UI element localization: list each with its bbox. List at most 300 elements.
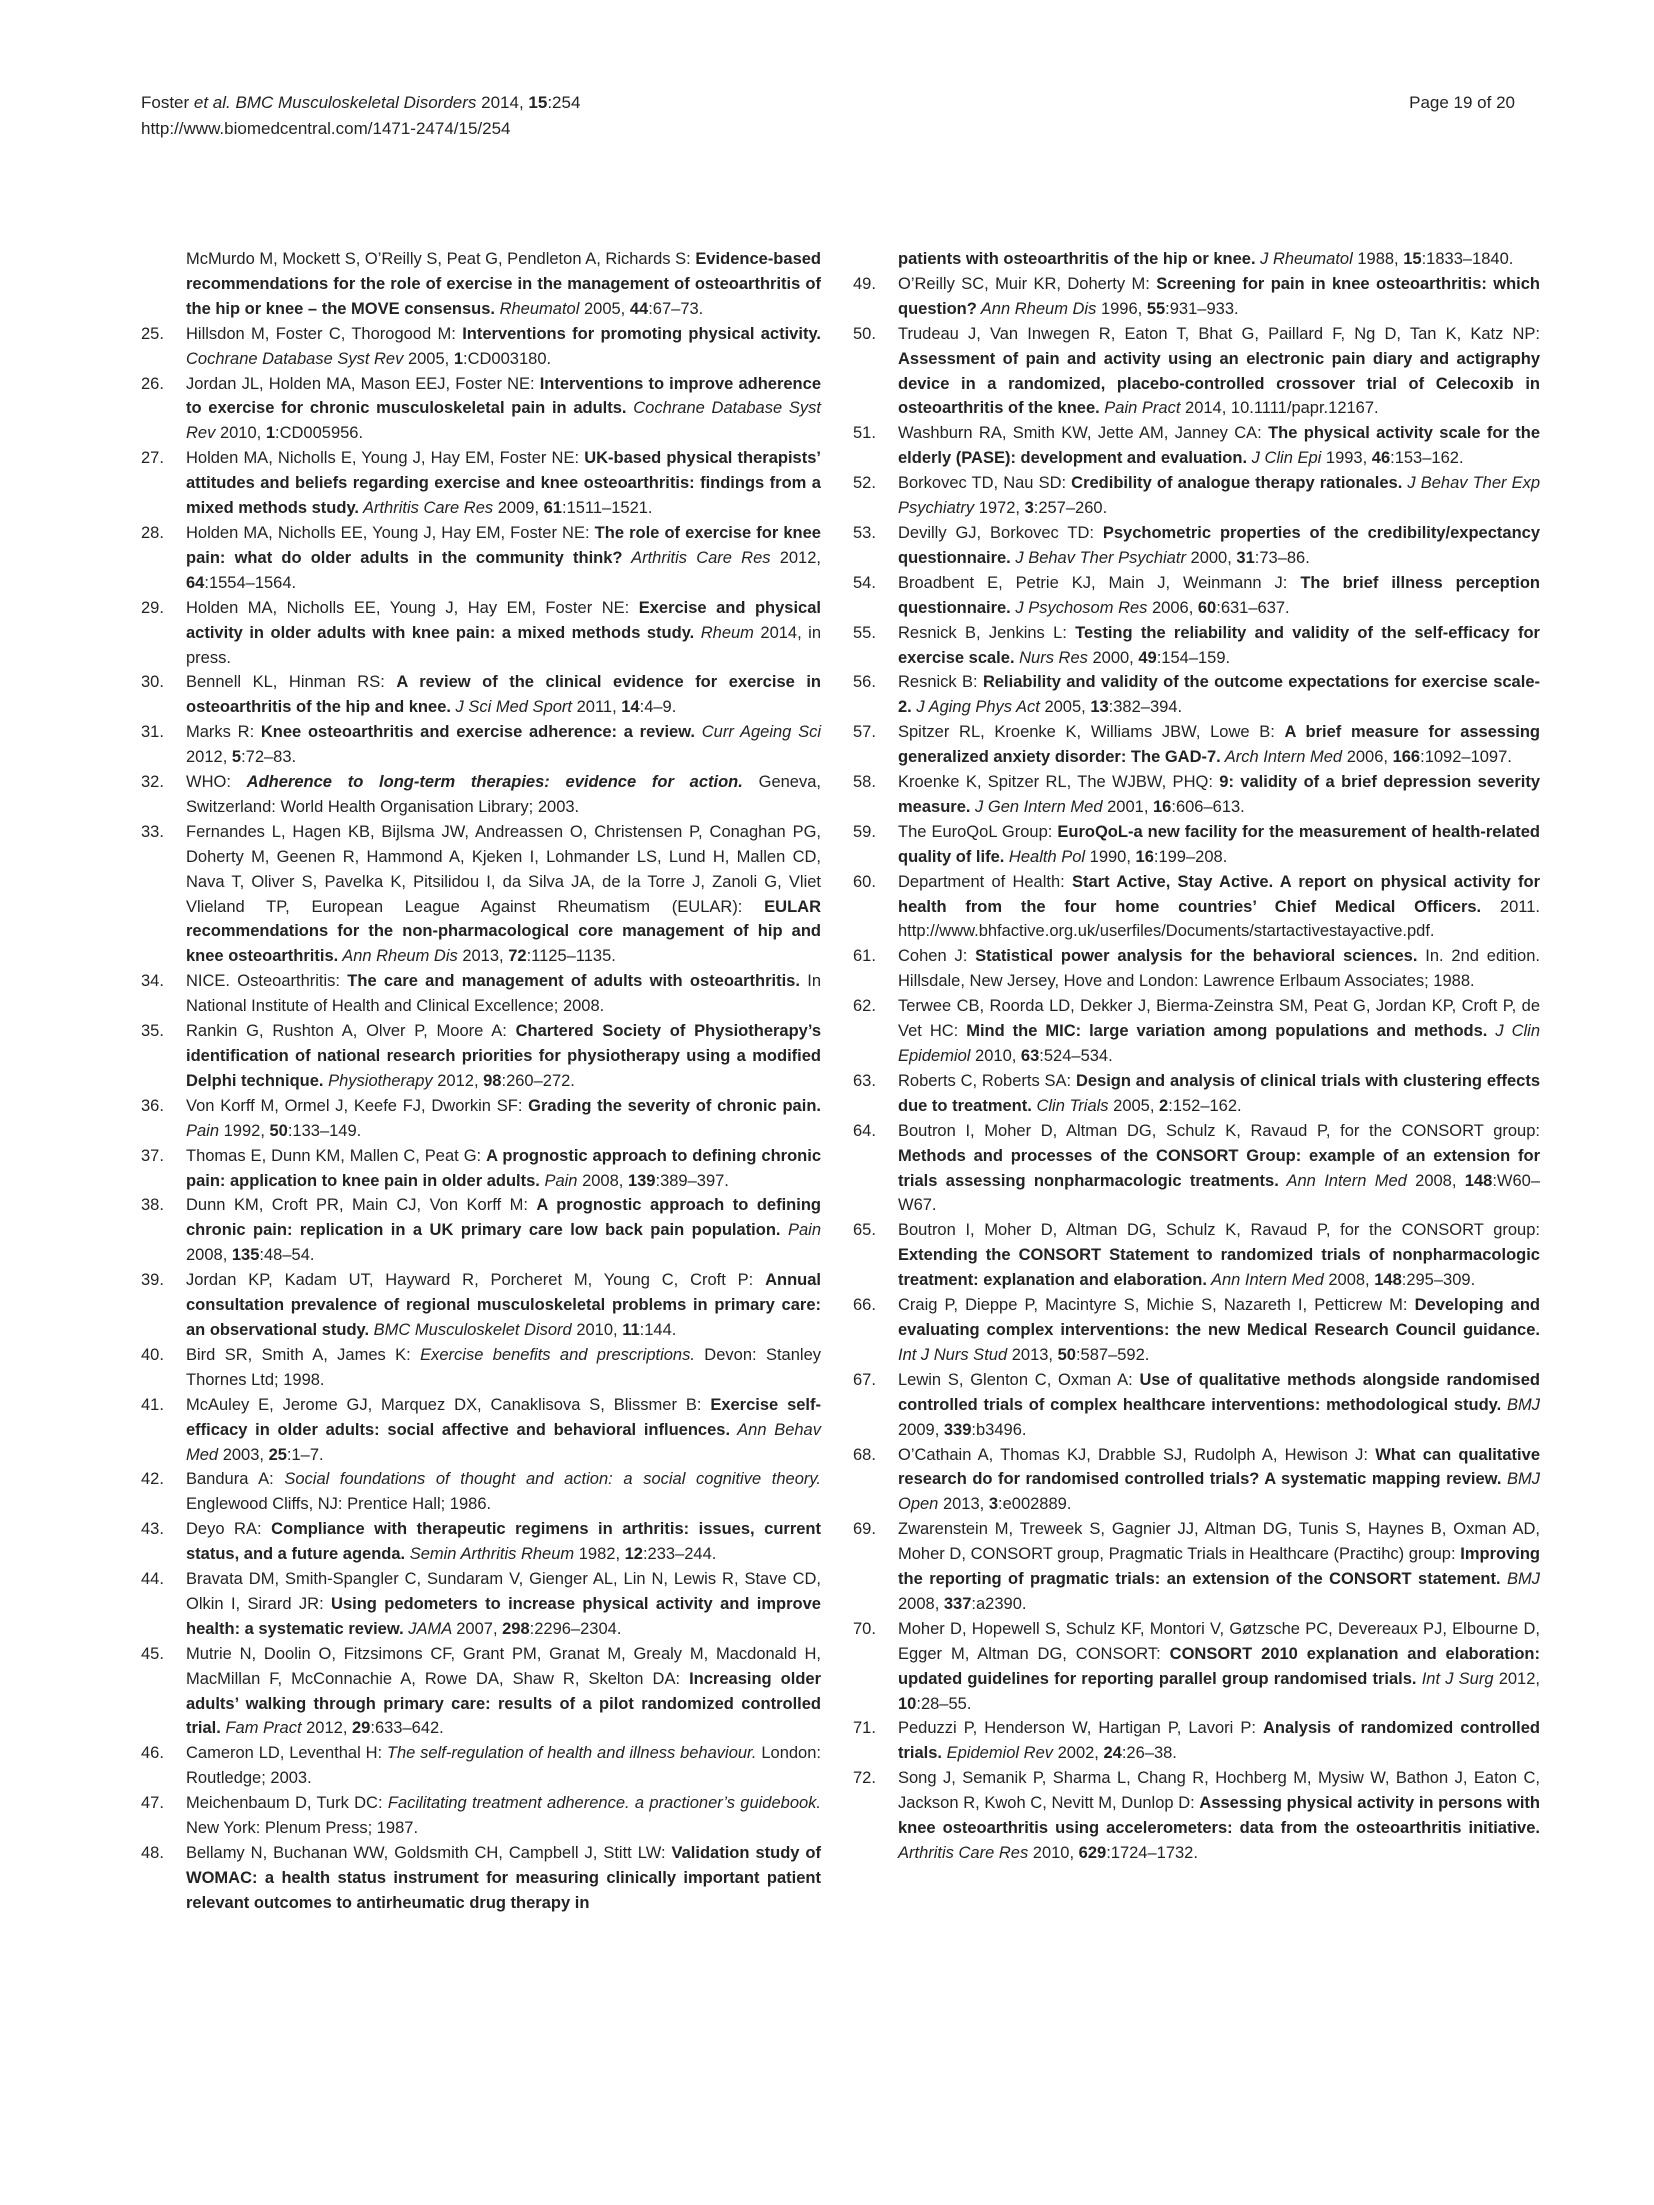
reference-item xyxy=(853,1517,1540,1617)
reference-item xyxy=(853,1119,1540,1219)
text-segment: Pain xyxy=(186,1121,224,1140)
text-segment: BMJ xyxy=(1501,1395,1540,1414)
text-segment: :1092–1097. xyxy=(1420,748,1512,767)
text-segment: 5 xyxy=(231,748,242,767)
text-segment: Pain xyxy=(539,1171,583,1190)
reference-number: 63. xyxy=(853,1071,876,1090)
text-segment: 60 xyxy=(1197,598,1217,617)
reference-number xyxy=(853,247,898,272)
text-segment: 2005, xyxy=(1044,698,1091,717)
text-segment: Peduzzi P, Henderson W, Hartigan P, Lavori P: xyxy=(898,1719,1264,1738)
reference-item xyxy=(141,720,821,770)
reference-text xyxy=(186,1019,821,1094)
text-segment: 63 xyxy=(1020,1047,1040,1065)
reference-text xyxy=(898,1517,1540,1617)
reference-number: 50. xyxy=(853,324,876,343)
text-segment: Design and analysis of clinical trials with clustering effects due to treatment. xyxy=(898,1071,1541,1115)
text-segment: :e002889. xyxy=(998,1495,1072,1514)
text-segment: :153–162. xyxy=(1390,449,1464,468)
reference-number: 38. xyxy=(141,1196,164,1215)
text-segment: Terwee CB, Roorda LD, Dekker J, Bierma-Zeinstra SM, Peat G, Jordan KP, Croft P, de Vet HC: xyxy=(898,997,1540,1041)
text-segment: Bandura A: xyxy=(186,1470,285,1489)
text-segment: 29 xyxy=(352,1719,371,1738)
text-segment: et al. BMC Musculoskeletal Disorders xyxy=(193,93,482,112)
text-segment: J Gen Intern Med xyxy=(970,797,1108,816)
reference-text xyxy=(186,596,821,671)
text-segment: Dunn KM, Croft PR, Main CJ, Von Korff M: xyxy=(186,1196,537,1215)
text-segment: 1988, xyxy=(1357,250,1404,268)
text-segment: CONSORT 2010 explanation and elaboration: updated guidelines for reporting parallel group randomised trials. xyxy=(898,1644,1540,1688)
text-segment: Geneva, Switzerland: World Health Organisation Library; 2003. xyxy=(186,773,821,816)
header-left xyxy=(141,90,580,142)
reference-text xyxy=(186,1841,821,1916)
reference-text xyxy=(186,770,821,820)
text-segment: Extending the CONSORT Statement to randomized trials of nonpharmacologic treatment: explanation and elaboration. xyxy=(898,1246,1540,1290)
reference-text xyxy=(186,1791,821,1841)
text-segment: EuroQoL-a new facility for the measurement of health-related quality of life. xyxy=(898,822,1540,866)
reference-number: 56. xyxy=(853,673,876,692)
reference-number: 37. xyxy=(141,1146,164,1165)
reference-item xyxy=(141,1343,821,1393)
text-segment: 2013, xyxy=(942,1495,989,1514)
reference-item xyxy=(853,770,1540,820)
text-segment: :a2390. xyxy=(971,1594,1027,1613)
text-segment: Methods and processes of the CONSORT Group: example of an extension for trials assessing nonpharmacologic treatments. xyxy=(898,1146,1540,1190)
text-segment: 135 xyxy=(231,1246,260,1265)
reference-number: 39. xyxy=(141,1271,164,1290)
reference-text xyxy=(898,1368,1540,1443)
reference-number: 51. xyxy=(853,424,876,443)
reference-number: 68. xyxy=(853,1445,876,1464)
reference-number: 33. xyxy=(141,822,164,841)
text-segment: :382–394. xyxy=(1108,698,1183,717)
reference-item xyxy=(141,670,821,720)
text-segment: Cameron LD, Leventhal H: xyxy=(186,1744,387,1763)
reference-text xyxy=(186,1268,821,1343)
text-segment: 2000, xyxy=(1092,648,1139,667)
reference-number: 27. xyxy=(141,449,164,468)
reference-text xyxy=(186,446,821,521)
text-segment: Grading the severity of chronic pain. xyxy=(528,1096,821,1115)
reference-text xyxy=(186,1517,821,1567)
text-segment: :199–208. xyxy=(1153,847,1228,866)
text-segment: :524–534. xyxy=(1039,1047,1113,1065)
reference-number: 72. xyxy=(853,1769,876,1788)
reference-item xyxy=(141,1567,821,1642)
reference-text xyxy=(186,1567,821,1642)
text-segment: 16 xyxy=(1153,797,1172,816)
text-segment: 14 xyxy=(621,698,640,717)
reference-text xyxy=(186,969,821,1019)
text-segment: A prognostic approach to defining chronic pain: application to knee pain in older adults. xyxy=(186,1146,821,1190)
text-segment: Curr Ageing Sci xyxy=(695,723,821,742)
text-segment: Facilitating treatment adherence. a practioner’s guidebook. xyxy=(387,1794,821,1813)
reference-number: 42. xyxy=(141,1470,164,1489)
reference-text xyxy=(898,1069,1540,1119)
reference-item xyxy=(141,1094,821,1144)
text-segment: 2012, xyxy=(437,1071,484,1090)
text-segment: 9: validity of a brief depression severity measure. xyxy=(898,773,1540,816)
reference-number: 29. xyxy=(141,598,164,617)
reference-text xyxy=(898,571,1540,621)
text-segment: 2011. http://www.bhfactive.org.uk/userfiles/Documents/startactivestayactive.pdf. xyxy=(898,897,1540,941)
reference-item xyxy=(853,247,1540,272)
text-segment: Exercise benefits and prescriptions. xyxy=(420,1345,695,1364)
text-segment: :72–83. xyxy=(241,748,297,767)
text-segment: Pain Pract xyxy=(1099,399,1186,418)
reference-item xyxy=(141,322,821,372)
reference-item xyxy=(141,1193,821,1268)
reference-text xyxy=(898,1766,1540,1866)
reference-text xyxy=(898,521,1540,571)
text-segment: Knee osteoarthritis and exercise adherence: a review. xyxy=(260,723,696,742)
text-segment: Int J Nurs Stud xyxy=(898,1345,1012,1364)
reference-text xyxy=(186,521,821,596)
text-segment: 3 xyxy=(1024,499,1034,518)
text-segment: Bellamy N, Buchanan WW, Goldsmith CH, Campbell J, Stitt LW: xyxy=(186,1844,672,1862)
text-segment: McAuley E, Jerome GJ, Marquez DX, Canaklisova S, Blissmer B: xyxy=(186,1395,711,1414)
reference-item xyxy=(853,421,1540,471)
text-segment: :254 xyxy=(547,93,581,112)
reference-item xyxy=(853,1218,1540,1293)
text-segment: :931–933. xyxy=(1165,299,1239,318)
text-segment: 2012, xyxy=(1498,1669,1540,1688)
page-header xyxy=(141,90,1515,142)
reference-item xyxy=(141,1841,821,1916)
text-segment: Increasing older adults’ walking through primary care: results of a pilot randomized controlled trial. xyxy=(186,1669,821,1738)
text-segment: Foster xyxy=(141,93,194,112)
text-segment: :W60–W67. xyxy=(898,1171,1540,1215)
text-segment: Ann Rheum Dis xyxy=(976,299,1101,318)
header-citation xyxy=(141,90,580,116)
reference-item xyxy=(141,596,821,671)
text-segment: Interventions for promoting physical activity. xyxy=(462,324,821,343)
text-segment: :CD005956. xyxy=(275,424,364,443)
text-segment: Credibility of analogue therapy rationales. xyxy=(1071,474,1403,493)
reference-number: 36. xyxy=(141,1096,164,1115)
reference-number: 61. xyxy=(853,947,876,966)
text-segment: 25 xyxy=(268,1445,287,1464)
text-segment: Fam Pract xyxy=(220,1719,307,1738)
text-segment: Use of qualitative methods alongside randomised controlled trials of complex healthcare interventions: methodological study. xyxy=(898,1370,1540,1414)
text-segment: Marks R: xyxy=(186,723,261,742)
text-segment: NICE. Osteoarthritis: xyxy=(186,972,348,991)
text-segment: Exercise and physical activity in older adults with knee pain: a mixed methods study. xyxy=(186,598,821,642)
reference-number: 70. xyxy=(853,1619,876,1638)
text-segment: Assessment of pain and activity using an electronic pain diary and actigraphy device in a randomized, placebo-controlled crossover trial of Celecoxib in osteoarthritis of the knee. xyxy=(898,349,1540,418)
reference-number: 66. xyxy=(853,1296,876,1315)
text-segment: J Sci Med Sport xyxy=(450,698,577,717)
reference-number: 40. xyxy=(141,1345,164,1364)
reference-number: 35. xyxy=(141,1022,164,1041)
text-segment: Chartered Society of Physiotherapy’s identification of national research priorities for physiotherapy using a modified Delphi technique. xyxy=(186,1022,822,1090)
text-segment: Psychometric properties of the credibility/expectancy questionnaire. xyxy=(898,523,1540,567)
text-segment: Song J, Semanik P, Sharma L, Chang R, Hochberg M, Mysiw W, Bathon J, Eaton C, Jackson R, Kwoh C, Nevitt M, Dunlop D: xyxy=(898,1769,1540,1813)
text-segment: 98 xyxy=(483,1071,502,1090)
reference-number: 25. xyxy=(141,324,164,343)
reference-item xyxy=(853,322,1540,422)
text-segment: Cochrane Database Syst Rev xyxy=(186,399,821,443)
text-segment: 2014, in press. xyxy=(186,623,822,667)
text-segment: Thomas E, Dunn KM, Mallen C, Peat G: xyxy=(186,1146,487,1165)
text-segment: Bird SR, Smith A, James K: xyxy=(186,1345,421,1364)
reference-text xyxy=(898,471,1540,521)
text-segment: J Rheumatol xyxy=(1255,250,1358,268)
reference-number: 32. xyxy=(141,773,164,792)
reference-item xyxy=(141,1467,821,1517)
text-segment: What can qualitative research do for randomised controlled trials? A systematic mapping review. xyxy=(898,1445,1540,1489)
reference-item xyxy=(853,944,1540,994)
text-segment: The self-regulation of health and illness behaviour. xyxy=(386,1744,757,1763)
text-segment: Physiotherapy xyxy=(323,1071,438,1090)
text-segment: 2008, xyxy=(898,1594,944,1613)
text-segment: JAMA xyxy=(403,1619,457,1638)
text-segment: 2008, xyxy=(1328,1271,1375,1290)
text-segment: Holden MA, Nicholls EE, Young J, Hay EM, Foster NE: xyxy=(186,598,639,617)
reference-text xyxy=(898,247,1540,272)
text-segment: Semin Arthritis Rheum xyxy=(405,1545,579,1564)
text-segment: Developing and evaluating complex interventions: the new Medical Research Council guidance. xyxy=(898,1296,1540,1339)
reference-number: 54. xyxy=(853,573,876,592)
text-segment: Annual consultation prevalence of regional musculoskeletal problems in primary care: an observational study. xyxy=(186,1271,821,1339)
text-segment: 2008, xyxy=(1415,1171,1465,1190)
text-segment: :CD003180. xyxy=(463,349,552,368)
text-segment: Broadbent E, Petrie KJ, Main J, Weinmann J: xyxy=(898,573,1301,592)
reference-item xyxy=(853,571,1540,621)
text-segment: 1982, xyxy=(578,1545,625,1564)
text-segment: 148 xyxy=(1464,1171,1493,1190)
text-segment: :257–260. xyxy=(1033,499,1108,518)
reference-text xyxy=(186,1467,821,1517)
text-segment: J Behav Ther Exp Psychiatry xyxy=(898,474,1541,518)
text-segment: 629 xyxy=(1078,1844,1107,1862)
reference-item xyxy=(853,870,1540,945)
text-segment: 44 xyxy=(629,299,649,318)
reference-number: 30. xyxy=(141,673,164,692)
text-segment: J Clin Epi xyxy=(1247,449,1326,468)
reference-number: 41. xyxy=(141,1395,164,1414)
text-segment: 1996, xyxy=(1100,299,1147,318)
text-segment: Ann Rheum Dis xyxy=(338,947,463,966)
text-segment: Improving the reporting of pragmatic trials: an extension of the CONSORT statement. xyxy=(898,1545,1540,1589)
text-segment: Meichenbaum D, Turk DC: xyxy=(186,1794,388,1813)
reference-number: 52. xyxy=(853,474,876,493)
reference-number: 48. xyxy=(141,1844,164,1862)
reference-item xyxy=(141,969,821,1019)
text-segment: 148 xyxy=(1374,1271,1402,1290)
reference-text xyxy=(898,1119,1540,1219)
reference-number: 49. xyxy=(853,274,876,293)
text-segment: 15 xyxy=(1403,250,1422,268)
reference-number xyxy=(141,247,186,322)
reference-number: 43. xyxy=(141,1520,164,1539)
reference-number: 47. xyxy=(141,1794,164,1813)
reference-number: 53. xyxy=(853,523,876,542)
text-segment: :233–244. xyxy=(642,1545,717,1564)
text-segment: Craig P, Dieppe P, Macintyre S, Michie S, Nazareth I, Petticrew M: xyxy=(898,1296,1415,1315)
reference-item xyxy=(141,446,821,521)
text-segment: Deyo RA: xyxy=(186,1520,272,1539)
text-segment: Adherence to long-term therapies: evidence for action. xyxy=(246,773,743,792)
text-segment: :b3496. xyxy=(971,1420,1027,1439)
text-segment: Screening for pain in knee osteoarthritis: which question? xyxy=(898,274,1541,318)
text-segment: Arthritis Care Res xyxy=(358,499,498,518)
text-segment: 2005, xyxy=(583,299,630,318)
text-segment: The physical activity scale for the elderly (PASE): development and evaluation. xyxy=(898,424,1540,468)
text-segment: Holden MA, Nicholls E, Young J, Hay EM, Foster NE: xyxy=(186,449,585,468)
reference-text xyxy=(898,621,1540,671)
text-segment: :1833–1840. xyxy=(1421,250,1514,268)
text-segment: 2008, xyxy=(582,1171,628,1190)
text-segment: 298 xyxy=(502,1619,530,1638)
text-segment: Lewin S, Glenton C, Oxman A: xyxy=(898,1370,1140,1389)
reference-text xyxy=(898,670,1540,720)
text-segment: 1992, xyxy=(223,1121,270,1140)
text-segment: :606–613. xyxy=(1171,797,1245,816)
reference-item xyxy=(853,670,1540,720)
reference-item xyxy=(141,372,821,447)
text-segment: 2000, xyxy=(1190,548,1237,567)
text-segment: Trudeau J, Van Inwegen R, Eaton T, Bhat G, Paillard F, Ng D, Tan K, Katz NP: xyxy=(898,324,1540,343)
text-segment: The brief illness perception questionnaire. xyxy=(898,573,1540,617)
text-segment: 139 xyxy=(627,1171,656,1190)
text-segment: :295–309. xyxy=(1401,1271,1476,1290)
text-segment: 2010, xyxy=(576,1320,623,1339)
reference-item xyxy=(853,820,1540,870)
text-segment: 2010, xyxy=(1032,1844,1079,1862)
text-segment: Department of Health: xyxy=(898,872,1072,891)
text-segment: :48–54. xyxy=(259,1246,315,1265)
text-segment: :154–159. xyxy=(1156,648,1231,667)
text-segment: :28–55. xyxy=(916,1694,972,1713)
text-segment: :1554–1564. xyxy=(204,573,297,592)
text-segment: 64 xyxy=(186,573,205,592)
text-segment: Devilly GJ, Borkovec TD: xyxy=(898,523,1103,542)
reference-text xyxy=(186,1642,821,1742)
text-segment: :587–592. xyxy=(1075,1345,1150,1364)
text-segment: Spitzer RL, Kroenke K, Williams JBW, Lowe B: xyxy=(898,723,1285,742)
text-segment: :67–73. xyxy=(648,299,704,318)
reference-item xyxy=(853,621,1540,671)
text-segment: 2012, xyxy=(306,1719,352,1738)
text-segment: :152–162. xyxy=(1168,1096,1242,1115)
reference-number: 58. xyxy=(853,773,876,792)
text-segment: :26–38. xyxy=(1121,1744,1177,1763)
text-segment: 2009, xyxy=(497,499,544,518)
reference-text xyxy=(898,1716,1540,1766)
text-segment: UK-based physical therapists’ attitudes and beliefs regarding exercise and knee osteoarthritis: findings from a mixed methods study. xyxy=(186,449,821,518)
text-segment: Interventions to improve adherence to exercise for chronic musculoskeletal pain in adults. xyxy=(186,374,821,418)
reference-item xyxy=(853,471,1540,521)
text-segment: 16 xyxy=(1135,847,1154,866)
header-url-link[interactable]: http://www.biomedcentral.com/1471-2474/15/254 xyxy=(141,119,511,138)
text-segment: 1 xyxy=(453,349,464,368)
text-segment: Kroenke K, Spitzer RL, The WJBW, PHQ: xyxy=(898,773,1220,792)
reference-item xyxy=(853,272,1540,322)
text-segment: The EuroQoL Group: xyxy=(898,822,1058,841)
text-segment: 2008, xyxy=(186,1246,232,1265)
text-segment: WHO: xyxy=(186,773,247,792)
text-segment: 2014, xyxy=(481,93,529,112)
reference-text xyxy=(898,870,1540,945)
text-segment: 2010, xyxy=(219,424,266,443)
text-segment: McMurdo M, Mockett S, O’Reilly S, Peat G, Pendleton A, Richards S: xyxy=(186,250,696,268)
reference-item xyxy=(853,1716,1540,1766)
reference-item xyxy=(141,820,821,969)
text-segment: The care and management of adults with osteoarthritis. xyxy=(347,972,800,991)
text-segment: J Behav Ther Psychiatr xyxy=(1010,548,1191,567)
reference-text xyxy=(186,1193,821,1268)
text-segment: Jordan JL, Holden MA, Mason EEJ, Foster NE: xyxy=(186,374,540,393)
text-segment: patients with osteoarthritis of the hip or knee. xyxy=(898,250,1256,268)
reference-number: 67. xyxy=(853,1370,876,1389)
references-column-left xyxy=(141,247,821,1916)
reference-item xyxy=(141,1741,821,1791)
reference-number: 45. xyxy=(141,1644,164,1663)
text-segment: Borkovec TD, Nau SD: xyxy=(898,474,1072,493)
text-segment: Cochrane Database Syst Rev xyxy=(186,349,408,368)
text-segment: 166 xyxy=(1392,748,1421,767)
text-segment: Rheumatol xyxy=(495,299,584,318)
reference-text xyxy=(186,820,821,969)
text-segment: Social foundations of thought and action: a social cognitive theory. xyxy=(284,1470,821,1489)
text-segment: 2012, xyxy=(186,748,232,767)
reference-text xyxy=(898,272,1540,322)
page-number-label: Page 19 of 20 xyxy=(1409,93,1515,112)
reference-number: 62. xyxy=(853,997,876,1016)
text-segment: 2014, 10.1111/papr.12167. xyxy=(1185,399,1379,418)
text-segment: 337 xyxy=(943,1594,972,1613)
reference-text xyxy=(898,322,1540,422)
reference-text xyxy=(898,1443,1540,1518)
reference-text xyxy=(186,670,821,720)
text-segment: 1 xyxy=(265,424,275,443)
text-segment: :2296–2304. xyxy=(529,1619,622,1638)
text-segment: Pain xyxy=(780,1221,821,1240)
text-segment: Fernandes L, Hagen KB, Bijlsma JW, Andreassen O, Christensen P, Conaghan PG, Doherty M, Geenen R, Hammond A, Kjeken I, Lohmander LS, Lund H, Mallen CD, Nava T, Oliver S, Pavelka K, Pitsilidou I, da Silva JA, de la Torre J, Zanoli G, Vliet Vlieland TP, European League Against Rheumatism (EULAR): xyxy=(186,822,821,916)
text-segment: Reliability and validity of the outcome expectations for exercise scale-2. xyxy=(898,673,1540,717)
reference-text xyxy=(898,1293,1540,1368)
reference-number: 64. xyxy=(853,1121,876,1140)
text-segment: Hillsdon M, Foster C, Thorogood M: xyxy=(186,324,463,343)
text-segment: O’Cathain A, Thomas KJ, Drabble SJ, Rudolph A, Hewison J: xyxy=(898,1445,1376,1464)
reference-number: 28. xyxy=(141,523,164,542)
text-segment: J Aging Phys Act xyxy=(911,698,1045,717)
text-segment: 2003, xyxy=(222,1445,269,1464)
text-segment: :633–642. xyxy=(370,1719,444,1738)
text-segment: BMJ Open xyxy=(898,1470,1540,1514)
reference-number: 65. xyxy=(853,1221,876,1240)
reference-text xyxy=(898,421,1540,471)
text-segment: Ann Intern Med xyxy=(1206,1271,1329,1290)
reference-text xyxy=(186,1741,821,1791)
text-segment: Bravata DM, Smith-Spangler C, Sundaram V, Gienger AL, Lin N, Lewis R, Stave CD, Olkin I, Sirard JR: xyxy=(186,1570,821,1613)
reference-item xyxy=(853,1293,1540,1368)
reference-text xyxy=(186,1144,821,1194)
text-segment: 50 xyxy=(1057,1345,1076,1364)
text-segment: A prognostic approach to defining chronic pain: replication in a UK primary care low back pain population. xyxy=(186,1196,821,1240)
text-segment: :1724–1732. xyxy=(1106,1844,1198,1862)
reference-text xyxy=(186,1393,821,1468)
reference-item xyxy=(853,1766,1540,1866)
text-segment: 2006, xyxy=(1346,748,1393,767)
reference-text xyxy=(898,820,1540,870)
text-segment: 24 xyxy=(1103,1744,1122,1763)
text-segment: The role of exercise for knee pain: what do older adults in the community think? xyxy=(186,523,821,567)
text-segment: Boutron I, Moher D, Altman DG, Schulz K, Ravaud P, for the CONSORT group: xyxy=(898,1121,1540,1140)
reference-number: 69. xyxy=(853,1520,876,1539)
reference-text xyxy=(186,1094,821,1144)
